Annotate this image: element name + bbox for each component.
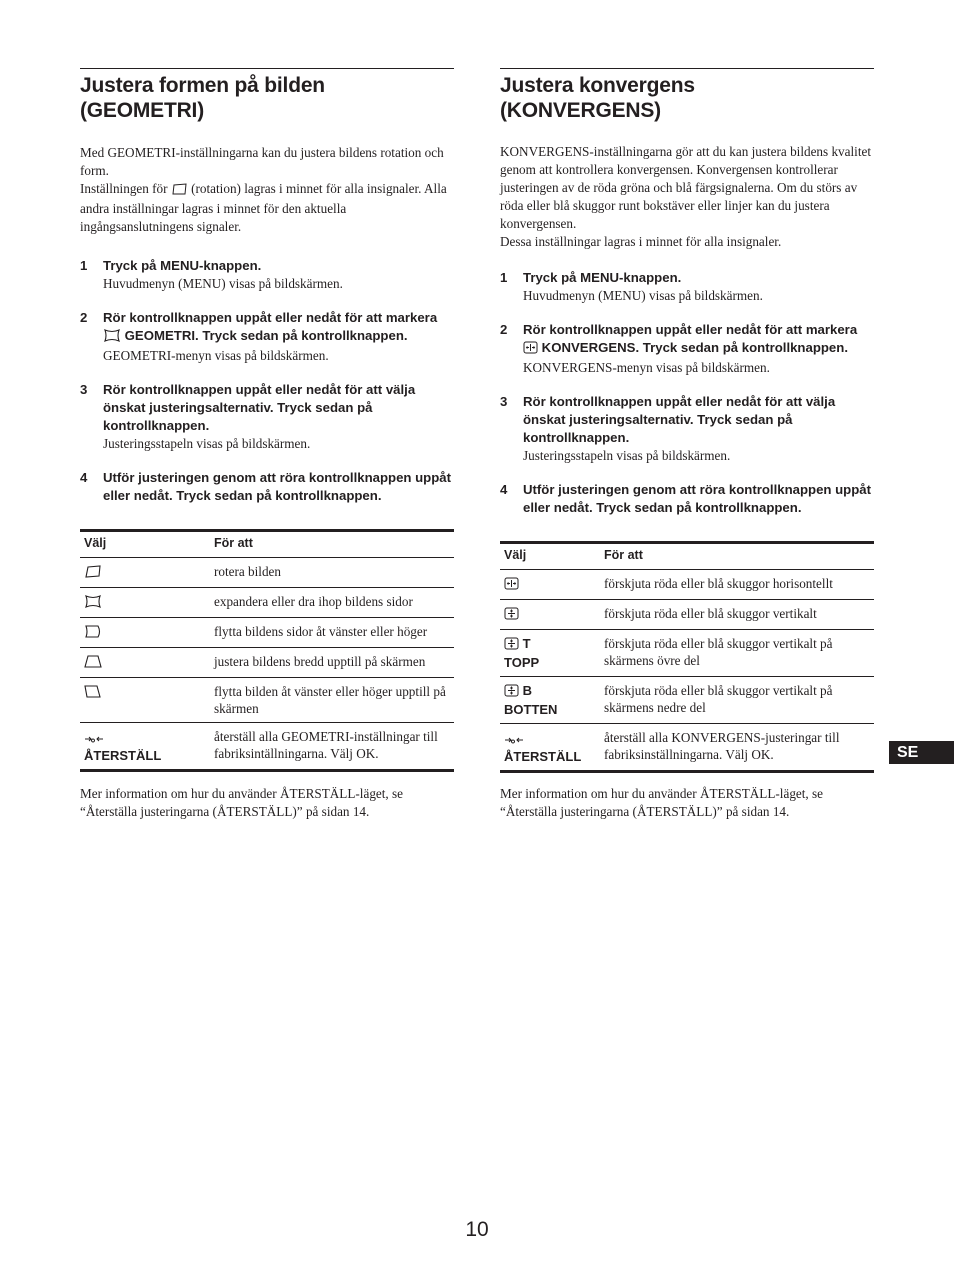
top-letter: T xyxy=(522,636,531,651)
reset-label: ÅTERSTÄLL xyxy=(84,748,162,763)
rotation-icon xyxy=(171,182,188,200)
table-header: För att xyxy=(210,531,454,558)
step-3: 3 Rör kontrollknappen uppåt eller nedåt för att välja önskat justeringsalternativ. Tryck sedan på kontrollknappen. Justeringsstapeln visas på bildskärmen. xyxy=(500,393,874,465)
convergence-title-line2: (KONVERGENS) xyxy=(500,99,661,122)
table-row: justera bildens bredd upptill på skärmen xyxy=(80,648,454,678)
reset-icon xyxy=(504,731,524,748)
geometry-table xyxy=(80,529,454,772)
step-1-instruction: Tryck på MENU-knappen. xyxy=(103,258,262,273)
bottom-letter: B xyxy=(522,683,533,698)
pin-balance-icon xyxy=(84,625,102,642)
table-row: expandera eller dra ihop bildens sidor xyxy=(80,588,454,618)
top-label: TOPP xyxy=(504,655,540,670)
step-2-instruction: Rör kontrollknappen uppåt eller nedåt för att markera GEOMETRI. Tryck sedan på kontrollknappen. xyxy=(103,309,454,347)
intro-paragraph: KONVERGENS-inställningarna gör att du kan justera bildens kvalitet genom att kontrollera konvergensen. Konvergensen kontrollerar justeringen av de röda gröna och blå färgsignalerna. Om du störs av röda eller blå skuggor runt bokstäver eller linjer kan du justera konvergensen. xyxy=(500,144,872,231)
step-3: 3 Rör kontrollknappen uppåt eller nedåt för att välja önskat justeringsalternativ. Tryck sedan på kontrollknappen. Justeringsstapeln visas på bildskärmen. xyxy=(80,381,454,453)
intro-paragraph: Dessa inställningar lagras i minnet för alla insignaler. xyxy=(500,234,782,249)
step-2-result: GEOMETRI-menyn visas på bildskärmen. xyxy=(103,348,329,363)
geometry-title xyxy=(80,73,454,123)
step-1-result: Huvudmenyn (MENU) visas på bildskärmen. xyxy=(103,276,343,291)
v-convergence-icon xyxy=(504,684,519,701)
step-4-instruction: Utför justeringen genom att röra kontrollknappen uppåt eller nedåt. Tryck sedan på kontrollknappen. xyxy=(523,482,872,515)
convergence-intro xyxy=(500,143,874,251)
convergence-section xyxy=(500,68,874,821)
table-header: För att xyxy=(600,543,874,570)
convergence-title-line1: Justera konvergens xyxy=(500,74,695,97)
v-convergence-icon xyxy=(504,637,519,654)
geometry-note: Mer information om hur du använder ÅTERSTÄLL-läget, se “Återställa justeringarna (ÅTERSTÄLL)” på sidan 14. xyxy=(80,786,404,819)
table-row: rotera bilden xyxy=(80,558,454,588)
table-row: T TOPP förskjuta röda eller blå skuggor vertikalt på skärmens övre del xyxy=(500,630,874,677)
h-convergence-icon xyxy=(504,577,519,594)
v-convergence-icon xyxy=(504,607,519,624)
reset-label: ÅTERSTÄLL xyxy=(504,749,582,764)
intro-paragraph: Med GEOMETRI-inställningarna kan du justera bildens rotation och form. xyxy=(80,145,444,178)
step-3-result: Justeringsstapeln visas på bildskärmen. xyxy=(103,436,311,451)
page-number: 10 xyxy=(465,1218,489,1241)
step-2: 2 Rör kontrollknappen uppåt eller nedåt för att markera GEOMETRI. Tryck sedan på kontrollknappen. GEOMETRI-menyn visas på bildskärmen. xyxy=(80,309,454,365)
convergence-table xyxy=(500,541,874,773)
convergence-title xyxy=(500,73,874,123)
step-1-instruction: Tryck på MENU-knappen. xyxy=(523,270,682,285)
geometry-intro xyxy=(80,144,454,236)
step-3-instruction: Rör kontrollknappen uppåt eller nedåt för att välja önskat justeringsalternativ. Tryck sedan på kontrollknappen. xyxy=(523,394,836,445)
step-4-instruction: Utför justeringen genom att röra kontrollknappen uppåt eller nedåt. Tryck sedan på kontrollknappen. xyxy=(103,470,452,503)
geometry-title-line1: Justera formen på bilden xyxy=(80,74,325,97)
geometry-section xyxy=(80,68,454,821)
bottom-label: BOTTEN xyxy=(504,702,558,717)
table-row: förskjuta röda eller blå skuggor horisontellt xyxy=(500,570,874,600)
reset-icon xyxy=(84,730,104,747)
step-2: 2 Rör kontrollknappen uppåt eller nedåt för att markera KONVERGENS. Tryck sedan på kontrollknappen. KONVERGENS-menyn visas på bildskärmen. xyxy=(500,321,874,377)
step-2-result: KONVERGENS-menyn visas på bildskärmen. xyxy=(523,360,770,375)
rotation-icon xyxy=(84,565,102,582)
pincushion-icon xyxy=(84,595,102,612)
section-rule xyxy=(80,68,454,69)
step-4: 4 Utför justeringen genom att röra kontrollknappen uppåt eller nedåt. Tryck sedan på kontrollknappen. xyxy=(500,481,874,517)
table-row: B BOTTEN förskjuta röda eller blå skuggor vertikalt på skärmens nedre del xyxy=(500,677,874,724)
section-rule xyxy=(500,68,874,69)
geometry-icon xyxy=(103,329,121,347)
intro-paragraph: Inställningen för (rotation) lagras i minnet för alla insignaler. Alla andra inställningar lagras i minnet för den aktuella ingångsanslutningens signaler. xyxy=(80,181,447,234)
table-header: Välj xyxy=(500,543,600,570)
convergence-icon xyxy=(523,341,538,359)
step-1: 1 Tryck på MENU-knappen. Huvudmenyn (MENU) visas på bildskärmen. xyxy=(500,269,874,305)
keystone-icon xyxy=(84,655,102,672)
convergence-note: Mer information om hur du använder ÅTERSTÄLL-läget, se “Återställa justeringarna (ÅTERSTÄLL)” på sidan 14. xyxy=(500,786,824,819)
table-row: ÅTERSTÄLL återställ alla KONVERGENS-justeringar till fabriksinställningarna. Välj OK. xyxy=(504,730,840,764)
table-row: flytta bildens sidor åt vänster eller höger xyxy=(80,618,454,648)
table-header: Välj xyxy=(80,531,210,558)
table-row: ÅTERSTÄLL återställ alla GEOMETRI-inställningar till fabriksintällningarna. Välj OK. xyxy=(84,729,438,763)
table-row: flytta bilden åt vänster eller höger upptill på skärmen xyxy=(80,678,454,723)
language-tab: SE xyxy=(889,741,954,764)
key-balance-icon xyxy=(84,685,102,702)
step-1-result: Huvudmenyn (MENU) visas på bildskärmen. xyxy=(523,288,763,303)
step-3-result: Justeringsstapeln visas på bildskärmen. xyxy=(523,448,731,463)
step-3-instruction: Rör kontrollknappen uppåt eller nedåt för att välja önskat justeringsalternativ. Tryck sedan på kontrollknappen. xyxy=(103,382,416,433)
step-4: 4 Utför justeringen genom att röra kontrollknappen uppåt eller nedåt. Tryck sedan på kontrollknappen. xyxy=(80,469,454,505)
step-1: 1 Tryck på MENU-knappen. Huvudmenyn (MENU) visas på bildskärmen. xyxy=(80,257,454,293)
table-row: förskjuta röda eller blå skuggor vertikalt xyxy=(500,600,874,630)
step-2-instruction: Rör kontrollknappen uppåt eller nedåt för att markera KONVERGENS. Tryck sedan på kontrollknappen. xyxy=(523,321,874,359)
geometry-title-line2: (GEOMETRI) xyxy=(80,99,204,122)
